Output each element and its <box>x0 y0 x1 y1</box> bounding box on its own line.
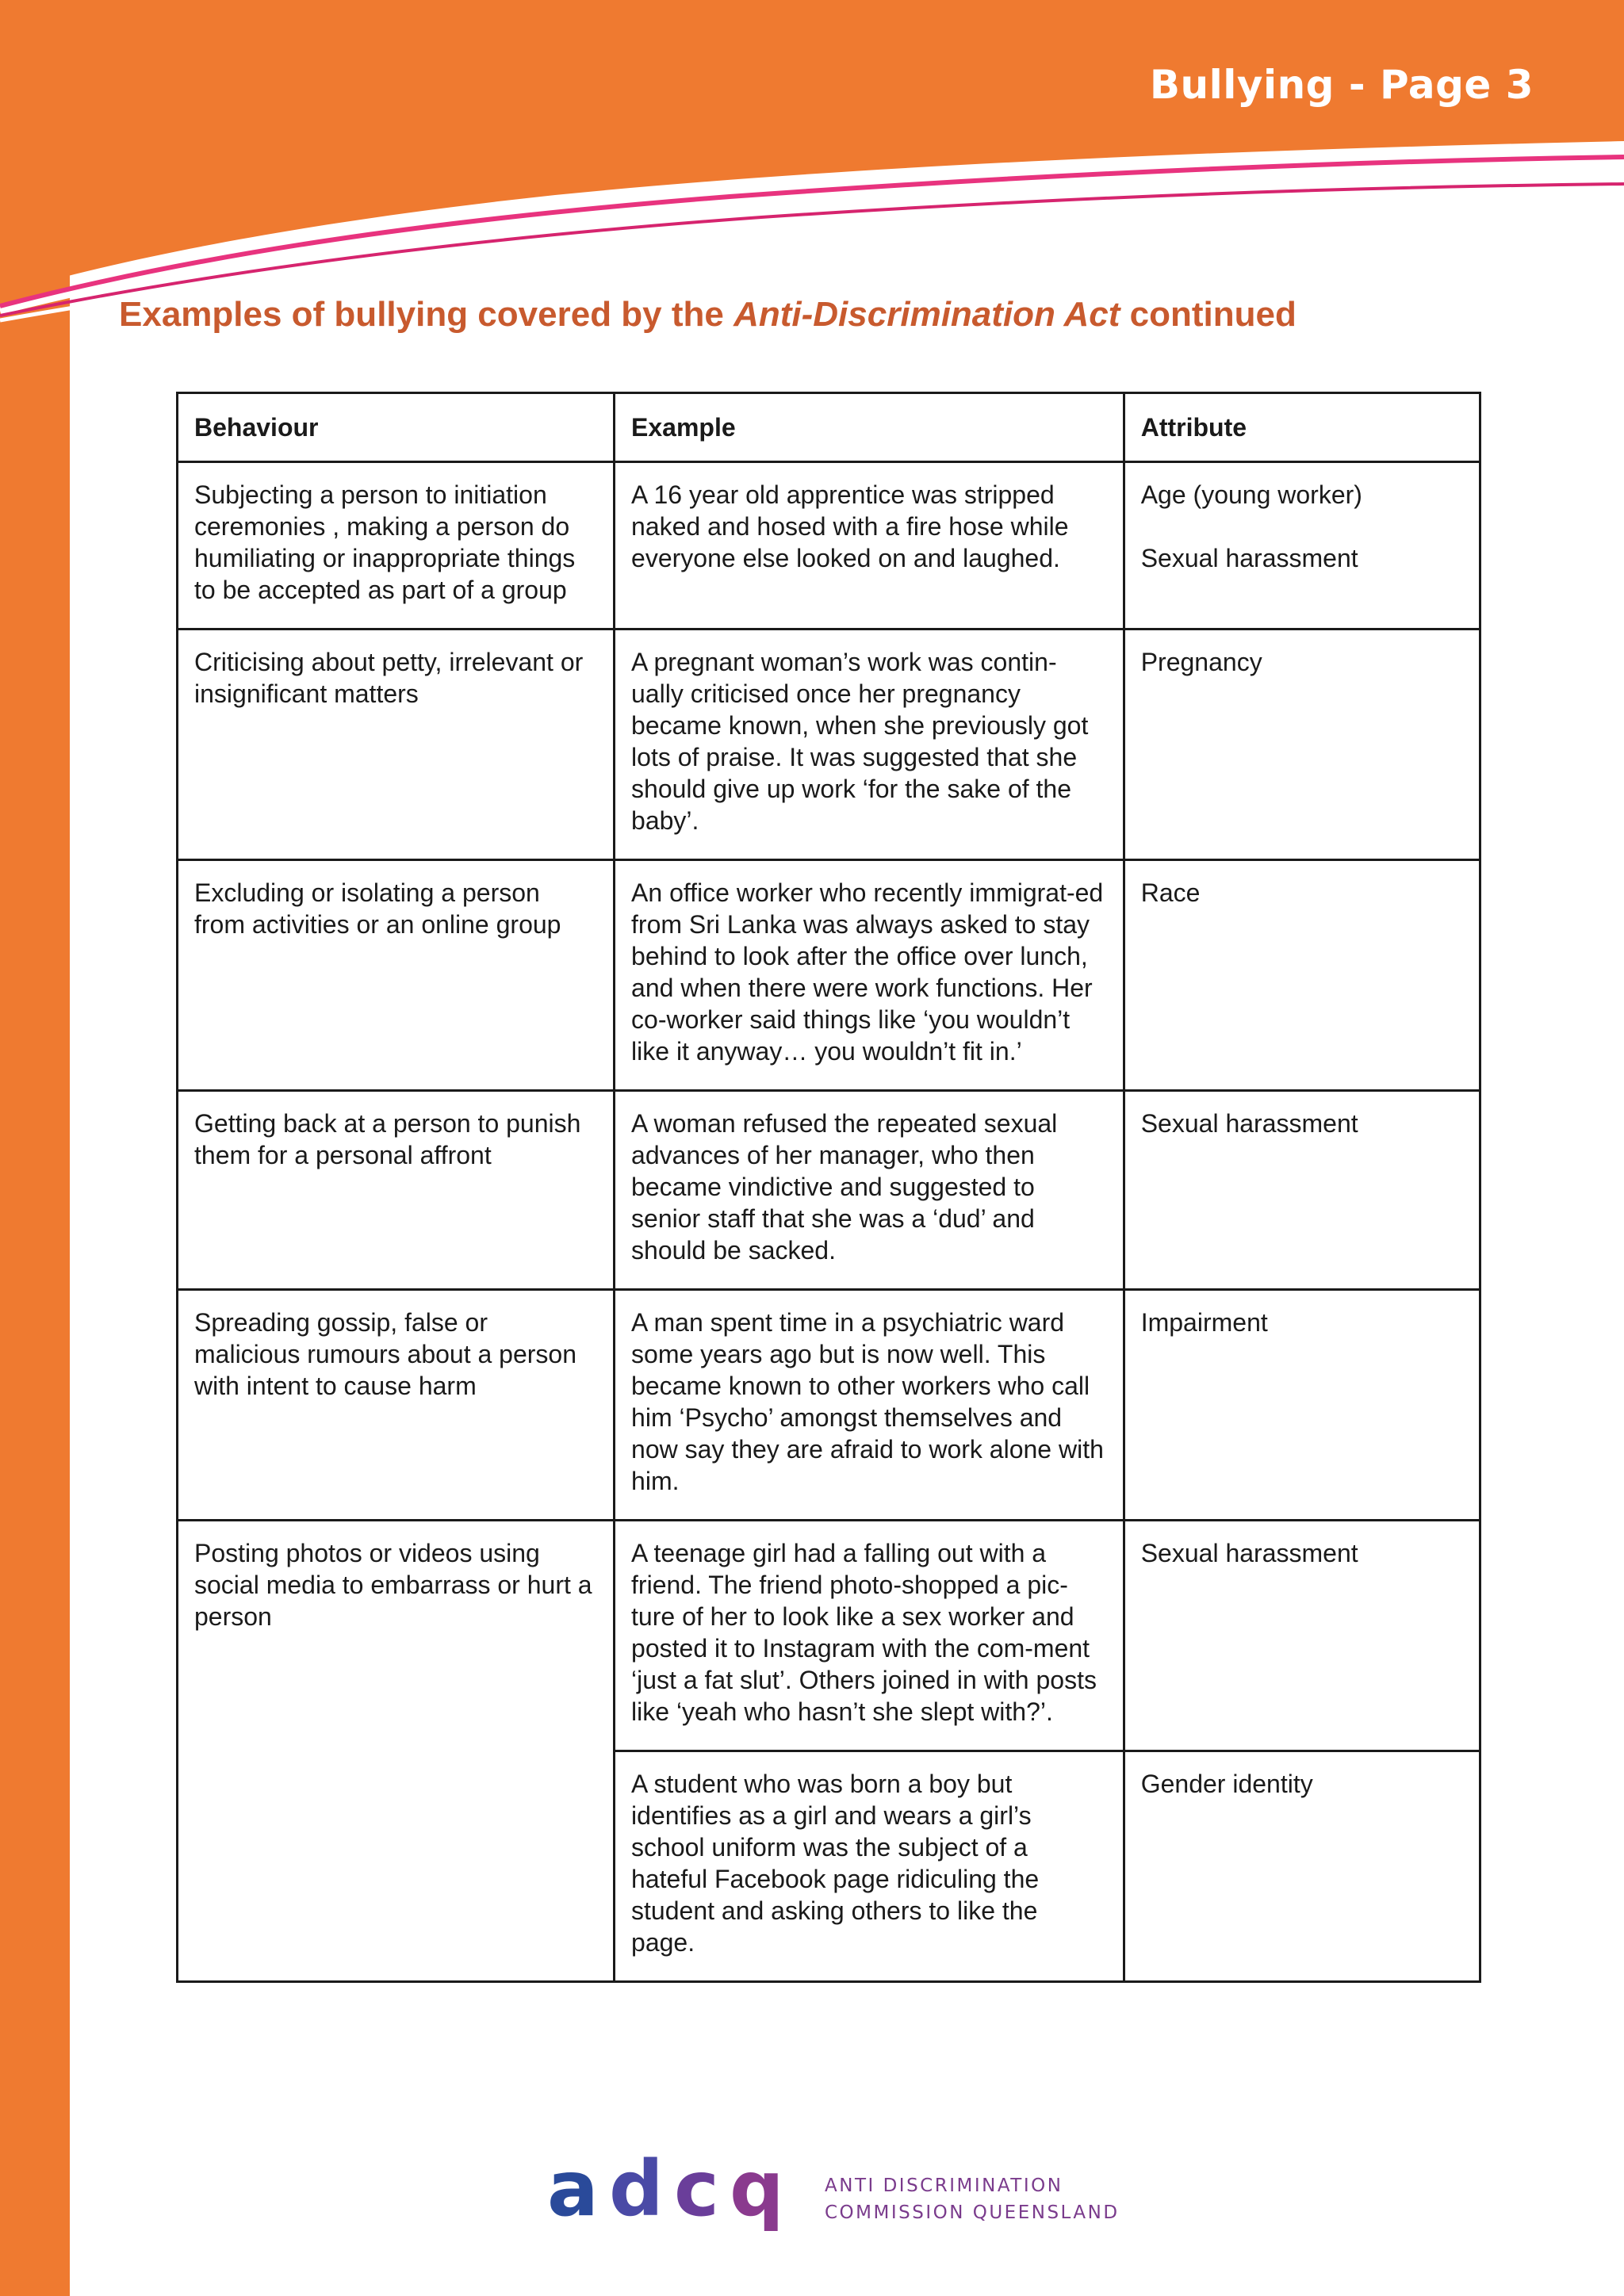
behaviour-cell: Criticising about petty, irrelevant or insignificant matters <box>178 629 615 860</box>
example-cell: A teenage girl had a falling out with a friend. The friend photo-shopped a pic-ture of her to look like a sex worker and posted it to Instagram with the com-ment ‘just a fat slut’. Others joined in with posts like ‘yeah who hasn’t she slept with?’. <box>615 1521 1124 1751</box>
example-cell: A man spent time in a psychiatric ward some years ago but is now well. This became known to other workers who call him ‘Psycho’ amongst themselves and now say they are afraid to work alone with him. <box>615 1290 1124 1521</box>
logo-letter-q: q <box>730 2150 784 2233</box>
logo-org-line-2: COMMISSION QUEENSLAND <box>825 2202 1120 2223</box>
attribute-cell <box>1124 860 1480 1091</box>
attribute-cell <box>1124 462 1480 629</box>
attribute-value: Race <box>1140 878 1201 907</box>
example-cell: A pregnant woman’s work was contin-ually criticised once her pregnancy became known, when she previously got lots of praise. It was suggested that she should give up work ‘for the sake of the baby’. <box>615 629 1124 860</box>
bullying-examples-table <box>176 392 1481 1983</box>
table-row <box>178 1521 1480 1751</box>
column-header-behaviour: Behaviour <box>178 393 615 462</box>
attribute-cell <box>1124 1091 1480 1290</box>
logo-org-line-1: ANTI DISCRIMINATION <box>825 2175 1063 2196</box>
behaviour-cell: Spreading gossip, false or malicious rumours about a person with intent to cause harm <box>178 1290 615 1521</box>
attribute-value: Sexual harassment <box>1140 544 1358 572</box>
attribute-cell <box>1124 629 1480 860</box>
heading-prefix: Examples of bullying covered by the <box>119 295 734 334</box>
example-cell: An office worker who recently immigrat-ed from Sri Lanka was always asked to stay behind to look after the office over lunch, and when there were work functions. Her co-worker said things like ‘you wouldn’t like it anyway… you wouldn’t fit in.’ <box>615 860 1124 1091</box>
column-header-example: Example <box>615 393 1124 462</box>
table-header-row <box>178 393 1480 462</box>
table-row <box>178 860 1480 1091</box>
table-row <box>178 629 1480 860</box>
example-cell: A woman refused the repeated sexual advances of her manager, who then became vindictive and suggested to senior staff that she was a ‘dud’ and should be sacked. <box>615 1091 1124 1290</box>
table-row <box>178 462 1480 629</box>
header-banner <box>0 0 1624 333</box>
attribute-value: Sexual harassment <box>1140 1539 1358 1567</box>
heading-suffix: continued <box>1120 295 1297 334</box>
table-row <box>178 1290 1480 1521</box>
attribute-cell <box>1124 1751 1480 1982</box>
attribute-value: Gender identity <box>1140 1770 1313 1798</box>
behaviour-cell: Excluding or isolating a person from activities or an online group <box>178 860 615 1091</box>
attribute-value: Pregnancy <box>1140 648 1262 676</box>
page-label: Bullying - Page 3 <box>1149 62 1534 108</box>
attribute-value: Sexual harassment <box>1140 1109 1358 1138</box>
page-heading <box>119 295 1297 335</box>
left-orange-band <box>0 0 70 2296</box>
behaviour-cell: Getting back at a person to punish them for a personal affront <box>178 1091 615 1290</box>
attribute-value: Age (young worker) <box>1140 480 1362 509</box>
attribute-cell <box>1124 1290 1480 1521</box>
heading-act-name: Anti-Discrimination Act <box>733 295 1120 334</box>
header-orange-fill <box>0 0 1624 295</box>
logo-org-name <box>825 2172 1120 2226</box>
table-row <box>178 1091 1480 1290</box>
logo-letter-d: d <box>609 2150 664 2233</box>
behaviour-cell: Subjecting a person to initiation ceremonies , making a person do humiliating or inappropriate things to be accepted as part of a group <box>178 462 615 629</box>
attribute-cell <box>1124 1521 1480 1751</box>
logo-letter-c: c <box>674 2150 719 2233</box>
column-header-attribute: Attribute <box>1124 393 1480 462</box>
behaviour-cell: Posting photos or videos using social media to embarrass or hurt a person <box>178 1521 615 1982</box>
logo-letter-a: a <box>547 2150 599 2233</box>
attribute-value: Impairment <box>1140 1308 1268 1337</box>
example-cell: A student who was born a boy but identifies as a girl and wears a girl’s school uniform was the subject of a hateful Facebook page ridiculing the student and asking others to like the page. <box>615 1751 1124 1982</box>
example-cell: A 16 year old apprentice was stripped naked and hosed with a fire hose while everyone else looked on and laughed. <box>615 462 1124 629</box>
